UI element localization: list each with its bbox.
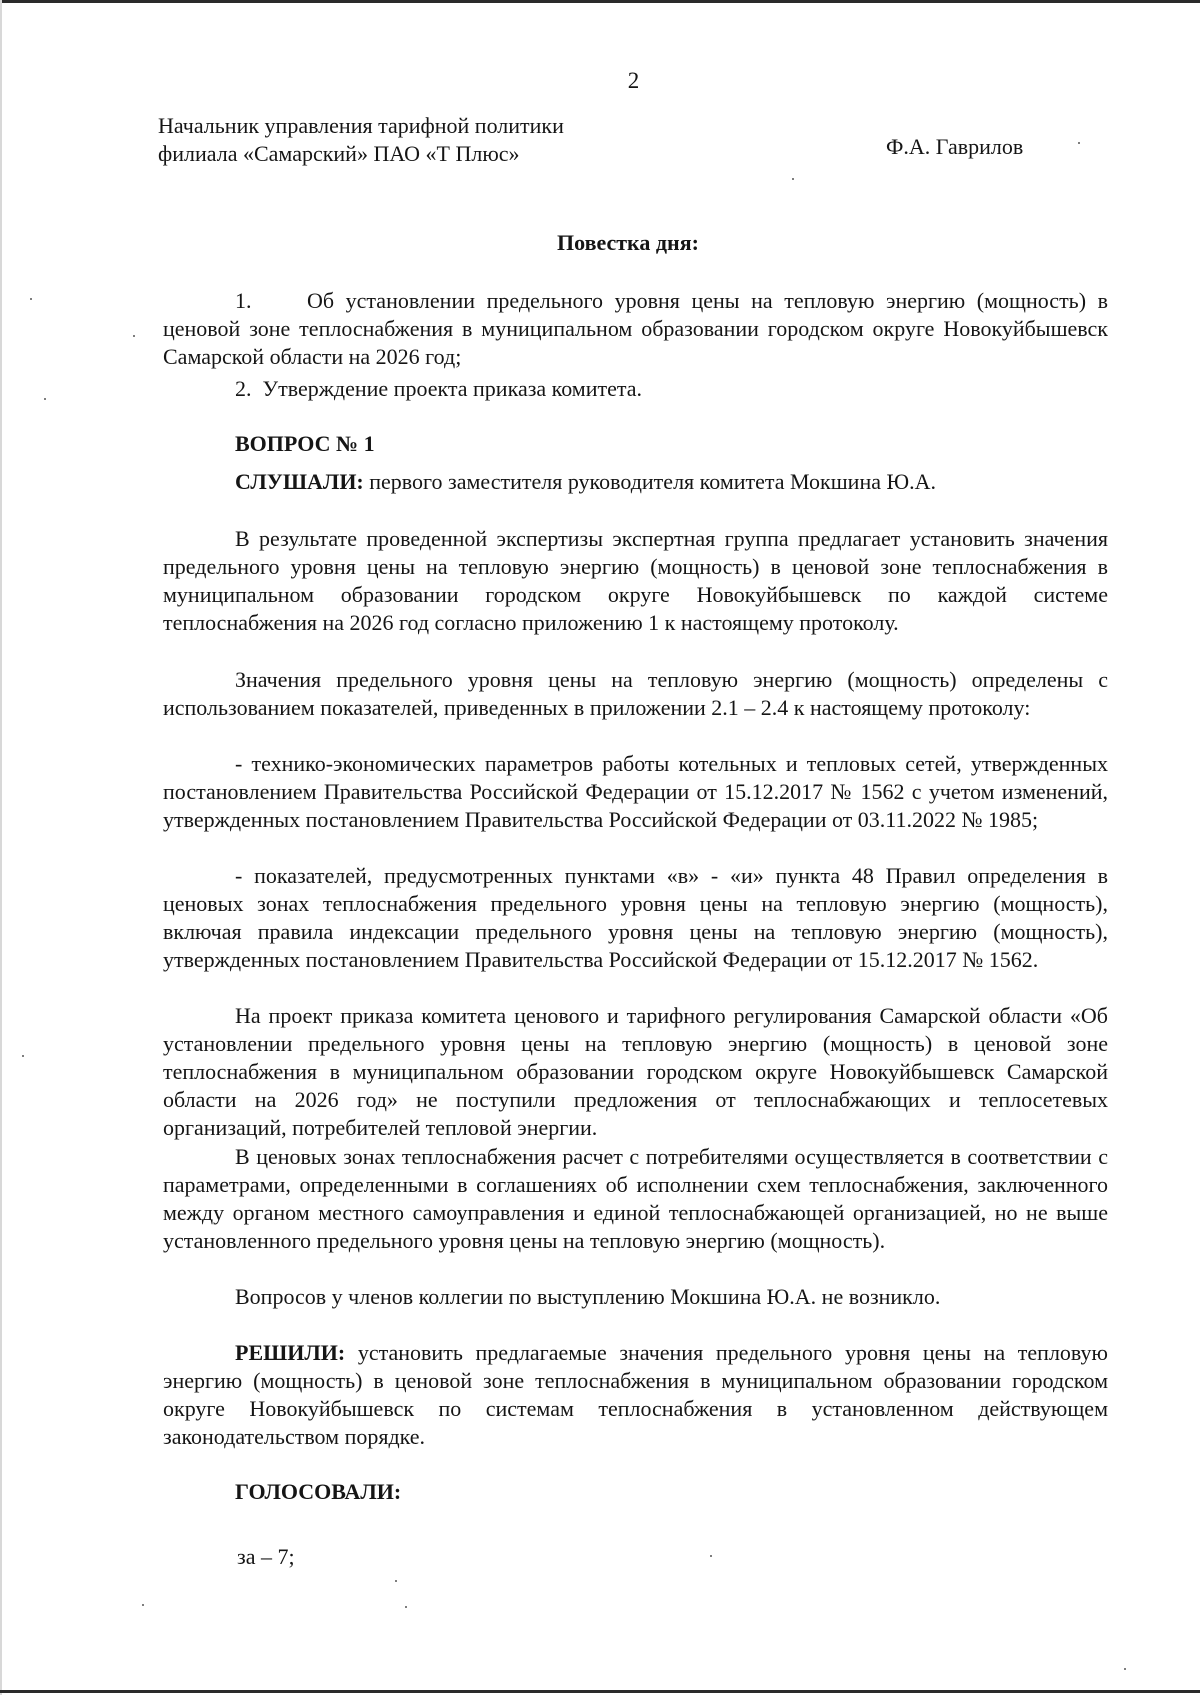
scan-speck <box>1124 1668 1126 1670</box>
paragraph-draft-order: На проект приказа комитета ценового и тарифного регулирования Самарской области «Об установлении предельного уровня цены на тепловую энергию (мощность) в ценовой зоне теплоснабжения в муниципальном образовании городском округе Новокуйбышевск Самарской области на 2026 год» не поступили предложения от теплоснабжающих и теплосетевых организаций, потребителей тепловой энергии. <box>163 1003 1108 1140</box>
scan-speck <box>792 178 794 180</box>
question-title: ВОПРОС № 1 <box>235 431 375 456</box>
agenda-item-2-number: 2. <box>235 376 252 401</box>
scan-bottom-edge <box>0 1690 1200 1693</box>
signatory-name: Ф.А. Гаврилов <box>886 134 1024 159</box>
signatory-position <box>158 112 564 168</box>
paragraph-no-questions: Вопросов у членов коллегии по выступлению Мокшина Ю.А. не возникло. <box>235 1284 941 1309</box>
scan-left-edge <box>0 0 2 1695</box>
scan-speck <box>22 1055 24 1057</box>
paragraph-limit-values: Значения предельного уровня цены на тепловую энергию (мощность) определены с использованием показателей, приведенных в приложении 2.1 – 2.4 к настоящему протоколу: <box>163 667 1108 720</box>
agenda-item-1-text: Об установлении предельного уровня цены на тепловую энергию (мощность) в ценовой зоне теплоснабжения в муниципальном образовании городском округе Новокуйбышевск Самарской области на 2026 год; <box>163 288 1108 369</box>
signatory-position-line2: филиала «Самарский» ПАО «Т Плюс» <box>158 141 520 166</box>
scan-speck <box>395 1580 397 1582</box>
scan-speck <box>133 335 135 337</box>
paragraph-expertise: В результате проведенной экспертизы экспертная группа предлагает установить значения предельного уровня цены на тепловую энергию (мощность) в ценовой зоне теплоснабжения в муниципальном образовании городском округе Новокуйбышевск по каждой системе теплоснабжения на 2026 год согласно приложению 1 к настоящему протоколу. <box>163 526 1108 635</box>
paragraph-technical-parameters: - технико-экономических параметров работы котельных и тепловых сетей, утвержденных постановлением Правительства Российской Федерации от 15.12.2017 № 1562 с учетом изменений, утвержденных постановлением Правительства Российской Федерации от 03.11.2022 № 1985; <box>163 751 1108 832</box>
scan-top-edge <box>0 0 1200 3</box>
scan-speck <box>710 1555 712 1557</box>
page-number: 2 <box>627 68 640 93</box>
decided-paragraph <box>163 1339 1108 1451</box>
paragraph-settlements: В ценовых зонах теплоснабжения расчет с потребителями осуществляется в соответствии с параметрами, определенными в соглашениях об исполнении схем теплоснабжения, заключенного между органом местного самоуправления и единой теплоснабжающей организацией, но не выше установленного предельного уровня цены на тепловую энергию (мощность). <box>163 1144 1108 1253</box>
decided-text: установить предлагаемые значения предельного уровня цены на тепловую энергию (мощность) в ценовой зоне теплоснабжения в муниципальном образовании городском округе Новокуйбышевск по системам теплоснабжения в установленном действующем законодательством порядке. <box>163 1340 1108 1449</box>
paragraph-indicators: - показателей, предусмотренных пунктами «в» - «и» пункта 48 Правил определения в ценовых зонах теплоснабжения предельного уровня цены на тепловую энергию (мощность), включая правила индексации предельного уровня цены на тепловую энергию (мощность), утвержденных постановлением Правительства Российской Федерации от 15.12.2017 № 1562. <box>163 863 1108 972</box>
agenda-item-2 <box>235 375 1108 403</box>
vote-for: за – 7; <box>237 1544 295 1569</box>
agenda-item-1 <box>163 287 1108 371</box>
heard-label: СЛУШАЛИ: <box>235 469 364 494</box>
agenda-item-1-number: 1. <box>235 288 252 313</box>
heard-line <box>235 468 1108 496</box>
agenda-title: Повестка дня: <box>557 230 699 255</box>
scan-speck <box>142 1604 144 1606</box>
signatory-position-line1: Начальник управления тарифной политики <box>158 113 564 138</box>
agenda-item-2-text: Утверждение проекта приказа комитета. <box>262 376 643 401</box>
scan-speck <box>405 1606 407 1608</box>
voted-title: ГОЛОСОВАЛИ: <box>235 1479 402 1504</box>
scan-speck <box>1078 142 1080 144</box>
heard-text: первого заместителя руководителя комитета Мокшина Ю.А. <box>363 469 936 494</box>
decided-label: РЕШИЛИ: <box>235 1340 346 1365</box>
scan-speck <box>44 398 46 400</box>
scan-speck <box>30 298 32 300</box>
